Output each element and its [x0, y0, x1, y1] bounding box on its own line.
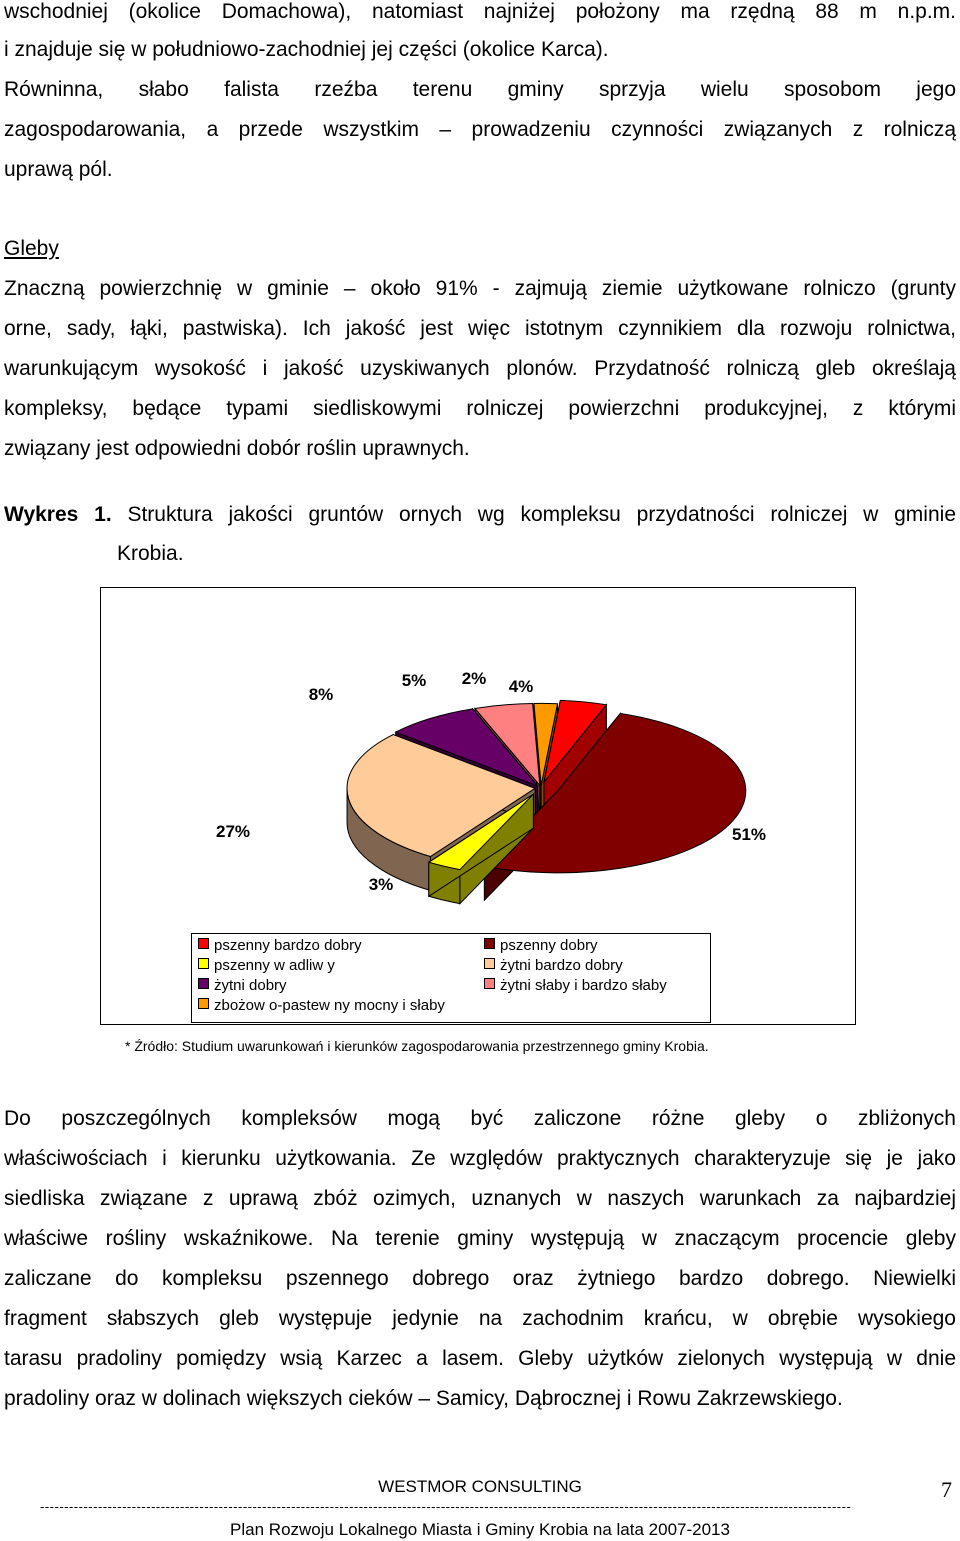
legend-item — [198, 938, 362, 954]
soil-line-1: Znaczną powierzchnię w gminie – około 91% - zajmują ziemie użytkowane rolniczo (grunty — [4, 277, 956, 300]
legend-label: pszenny w adliw y — [214, 957, 335, 974]
legend-item — [484, 938, 598, 954]
footer-divider: ------------------------------------------------------------------------------------------------------------------------------------------------------------------------ — [40, 1500, 852, 1514]
legend-swatch — [198, 938, 209, 949]
legend-label: pszenny dobry — [500, 937, 598, 954]
pie-label-3: 27% — [215, 822, 251, 841]
body-line-3: siedliska związane z uprawą zbóż ozimych, uznanych w naszych warunkach za najbardziej — [4, 1187, 956, 1210]
intro-line-2: i znajduje się w południowo-zachodniej jej części (okolice Karca). — [4, 38, 609, 61]
pie-label-0: 4% — [508, 677, 534, 696]
pie-label-1: 51% — [731, 825, 767, 844]
body-line-2: właściwościach i kierunku użytkowania. Ze względów praktycznych charakteryzuje się je jako — [4, 1147, 956, 1170]
intro-line-4: zagospodarowania, a przede wszystkim – prowadzeniu czynności związanych z rolniczą — [4, 118, 956, 141]
body-line-7: tarasu pradoliny pomiędzy wsią Karzec a lasem. Gleby użytków zielonych występują w dnie — [4, 1347, 956, 1370]
legend-swatch — [484, 938, 495, 949]
pie-label-6: 2% — [461, 669, 487, 688]
pie-label-2: 3% — [368, 875, 394, 894]
legend-label: zbożow o-pastew ny mocny i słaby — [214, 997, 445, 1014]
legend-swatch — [198, 998, 209, 1009]
body-line-4: właściwe rośliny wskaźnikowe. Na terenie gminy występują w znaczącym procencie gleby — [4, 1227, 956, 1250]
legend-label: żytni słaby i bardzo słaby — [500, 977, 667, 994]
footer-company: WESTMOR CONSULTING — [378, 1477, 582, 1496]
legend-item — [484, 958, 623, 974]
figure-caption-continuation: Krobia. — [117, 542, 184, 565]
legend-label: pszenny bardzo dobry — [214, 937, 362, 954]
soil-line-3: warunkującym wysokość i jakość uzyskiwanych plonów. Przydatność rolniczą gleb określają — [4, 357, 956, 380]
legend-item — [484, 978, 667, 994]
figure-caption-label: Wykres 1. — [4, 503, 112, 526]
body-line-6: fragment słabszych gleb występuje jedynie na zachodnim krańcu, w obrębie wysokiego — [4, 1307, 956, 1330]
legend-item — [198, 978, 287, 994]
legend-label: żytni dobry — [214, 977, 287, 994]
intro-line-1: wschodniej (okolice Domachowa), natomiast najniżej położony ma rzędną 88 m n.p.m. — [4, 0, 956, 23]
legend-swatch — [198, 978, 209, 989]
legend-swatch — [484, 958, 495, 969]
figure-caption-text: Struktura jakości gruntów ornych wg kompleksu przydatności rolniczej w gminie — [127, 503, 956, 526]
legend-item — [198, 998, 445, 1014]
legend-swatch — [198, 958, 209, 969]
pie-label-4: 8% — [308, 685, 334, 704]
soil-line-5: związany jest odpowiedni dobór roślin uprawnych. — [4, 437, 470, 460]
soil-line-4: kompleksy, będące typami siedliskowymi rolniczej powierzchni produkcyjnej, z którymi — [4, 397, 956, 420]
body-line-5: zaliczane do kompleksu pszennego dobrego oraz żytniego bardzo dobrego. Niewielki — [4, 1267, 956, 1290]
legend-item — [198, 958, 335, 974]
body-line-8: pradoliny oraz w dolinach większych cieków – Samicy, Dąbrocznej i Rowu Zakrzewskiego. — [4, 1387, 843, 1410]
pie-label-5: 5% — [401, 671, 427, 690]
legend-swatch — [484, 978, 495, 989]
intro-line-5: uprawą pól. — [4, 158, 113, 181]
figure-caption — [4, 503, 956, 527]
intro-line-3: Równinna, słabo falista rzeźba terenu gminy sprzyja wielu sposobom jego — [4, 78, 956, 101]
chart-legend — [191, 933, 711, 1023]
soil-line-2: orne, sady, łąki, pastwiska). Ich jakość jest więc istotnym czynnikiem dla rozwoju rolnictwa, — [4, 317, 956, 340]
footer-plan-title: Plan Rozwoju Lokalnego Miasta i Gminy Krobia na lata 2007-2013 — [230, 1520, 730, 1539]
page-number: 7 — [941, 1477, 952, 1502]
section-heading-gleby: Gleby — [4, 237, 59, 260]
legend-label: żytni bardzo dobry — [500, 957, 623, 974]
body-line-1: Do poszczególnych kompleksów mogą być zaliczone różne gleby o zbliżonych — [4, 1107, 956, 1130]
source-note: * Źródło: Studium uwarunkowań i kierunków zagospodarowania przestrzennego gminy Krobia. — [125, 1038, 709, 1054]
